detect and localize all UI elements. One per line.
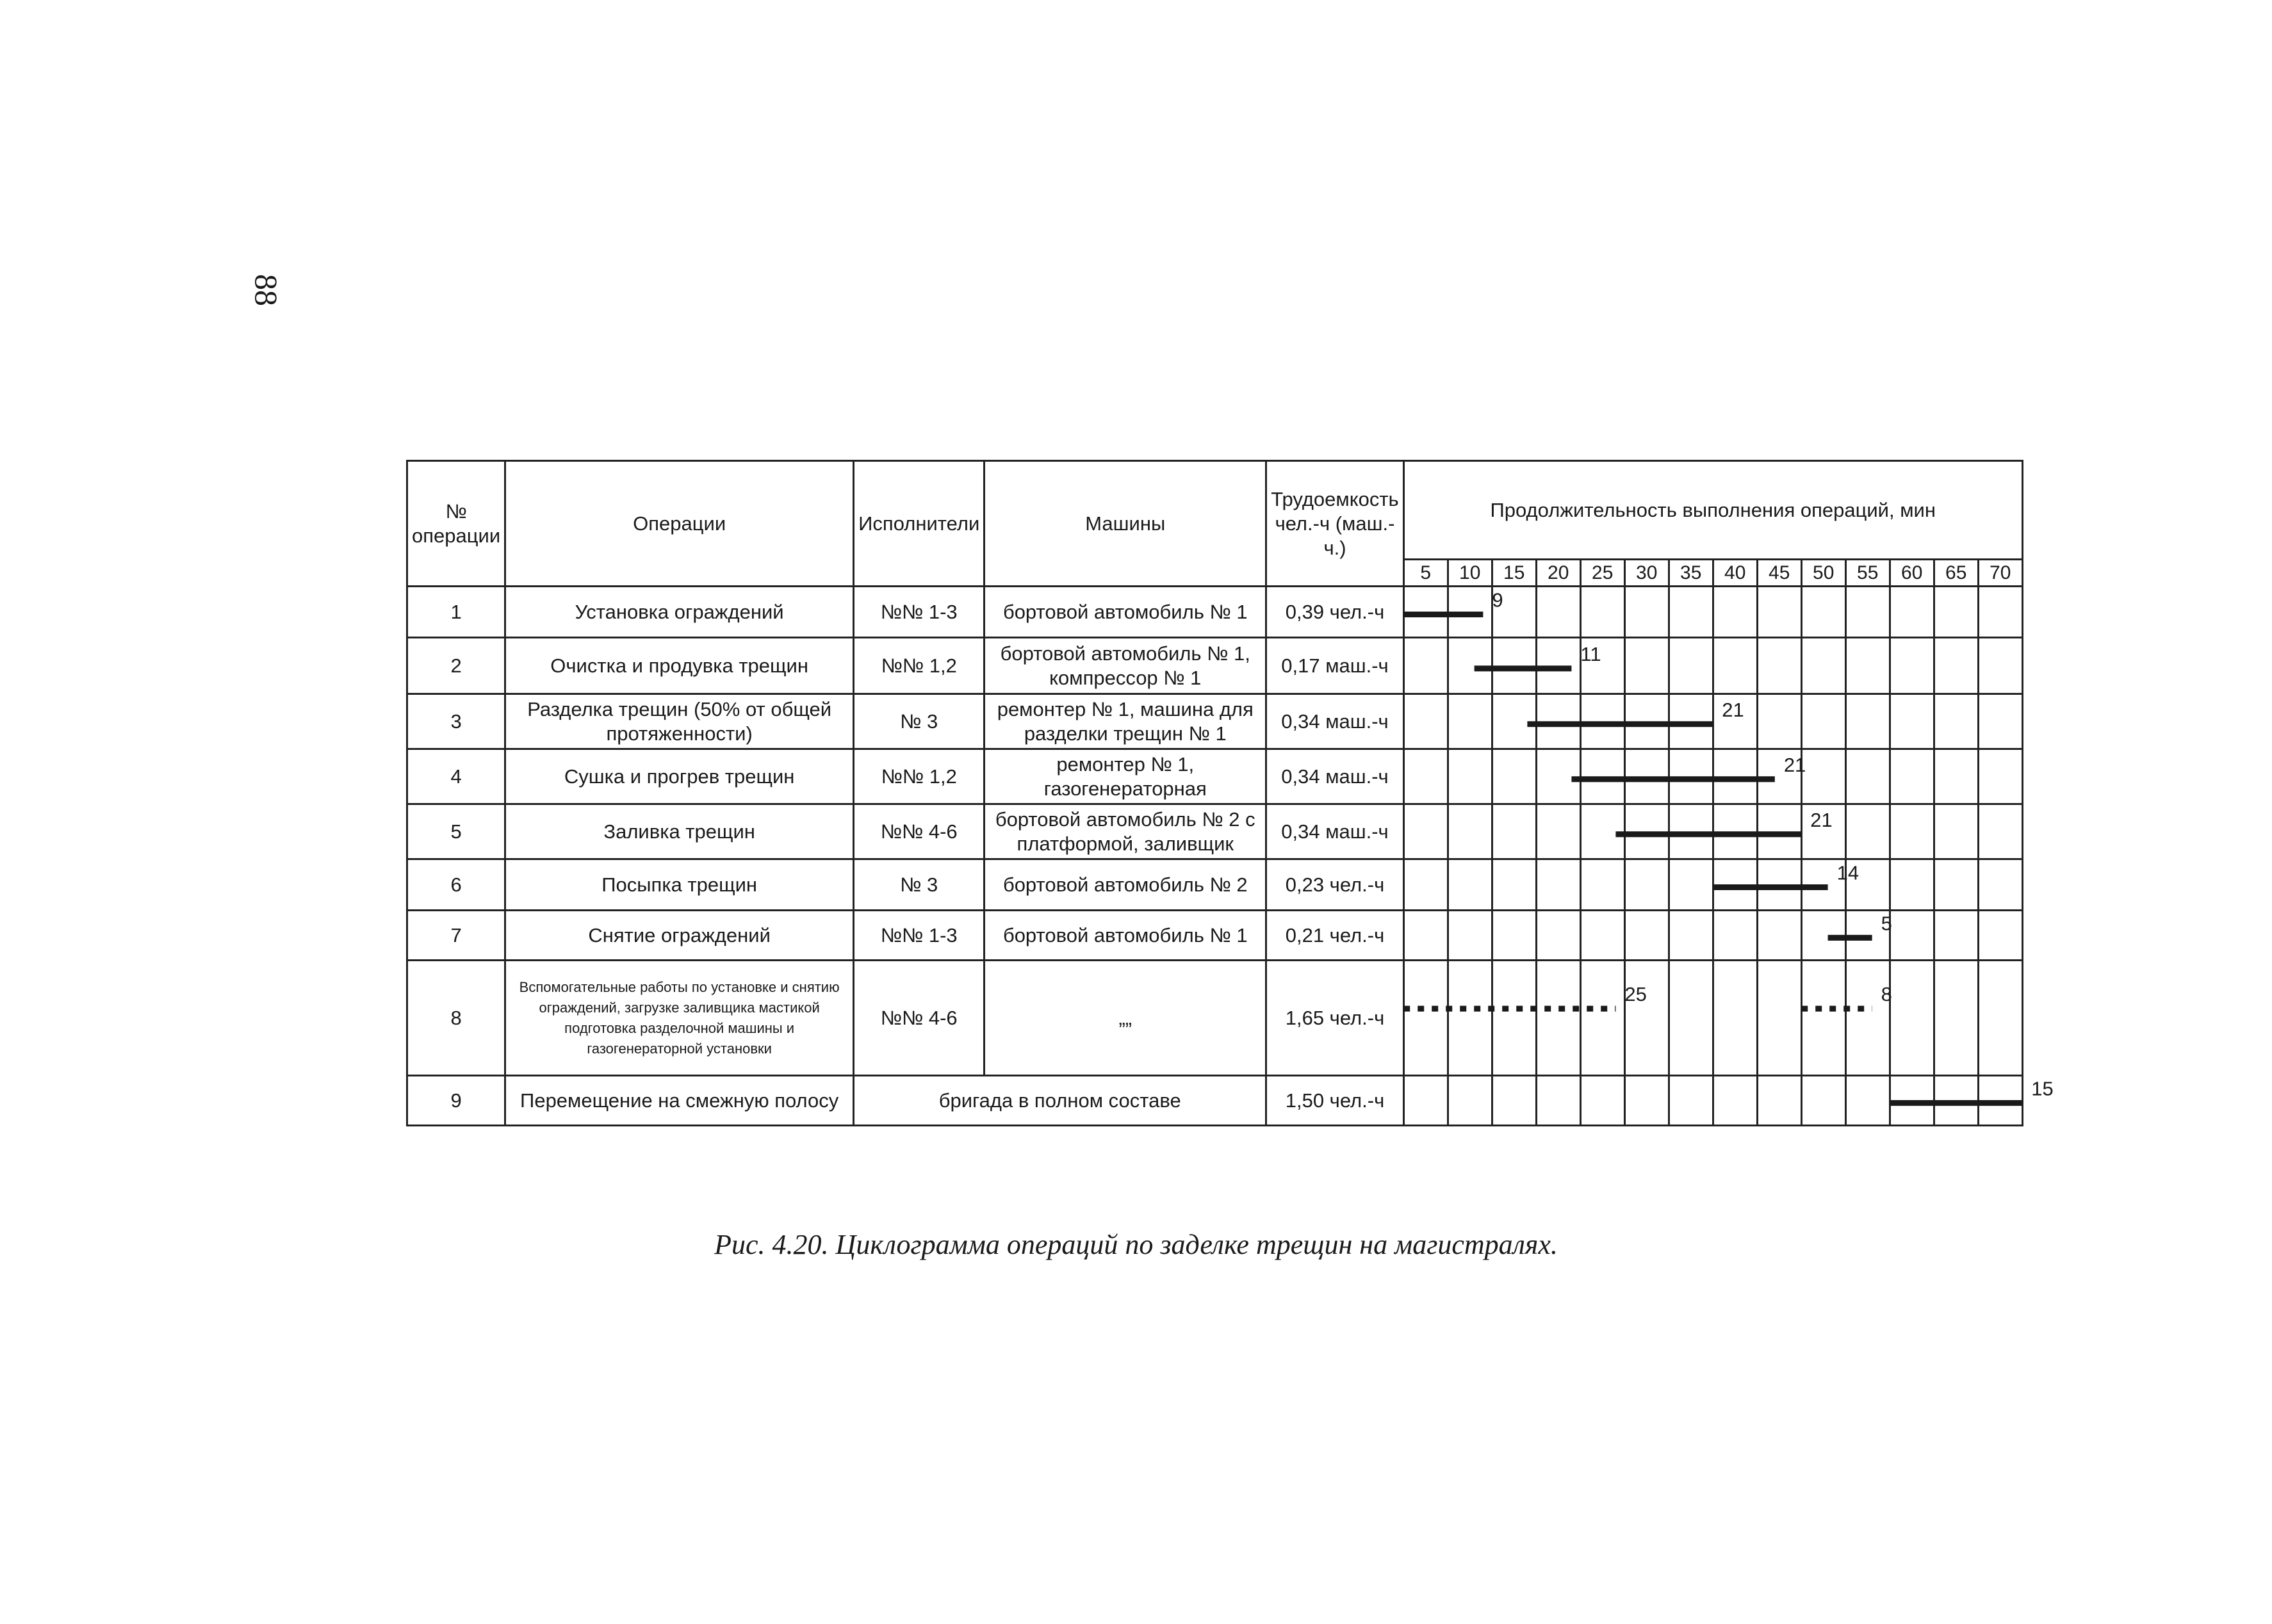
- grid-cell: [1492, 1076, 1536, 1126]
- row-num: 3: [407, 694, 505, 749]
- grid-cell: [1801, 859, 1845, 911]
- row-machines: бортовой автомобиль № 1: [985, 587, 1266, 638]
- grid-cell: [1757, 859, 1801, 911]
- grid-cell: [1536, 587, 1580, 638]
- header-row: [407, 461, 2023, 560]
- tick-label: 30: [1624, 560, 1669, 587]
- row-operation: Заливка трещин: [505, 804, 854, 859]
- grid-cell: [1845, 694, 1890, 749]
- gantt-bar-label: 21: [1810, 808, 1833, 831]
- page-number: 88: [249, 274, 284, 306]
- grid-cell: [1669, 859, 1713, 911]
- grid-cell: [1669, 638, 1713, 694]
- grid-cell: [1845, 1076, 1890, 1126]
- grid-cell: [1536, 859, 1580, 911]
- table-row: [407, 749, 2023, 804]
- grid-cell: [1669, 911, 1713, 961]
- row-labor: 0,23 чел.-ч: [1266, 859, 1403, 911]
- grid-cell: [1801, 638, 1845, 694]
- gantt-bar-label: 11: [1580, 642, 1601, 665]
- row-operation: Перемещение на смежную полосу: [505, 1076, 854, 1126]
- tick-label: 40: [1713, 560, 1757, 587]
- row-machines: бортовой автомобиль № 1: [985, 911, 1266, 961]
- gantt-bar-label: 15: [2031, 1077, 2054, 1100]
- header-labor: Трудоемкость чел.-ч (маш.-ч.): [1266, 461, 1403, 587]
- tick-label: 70: [1978, 560, 2022, 587]
- table-row: [407, 961, 2023, 1076]
- grid-cell: [1492, 749, 1536, 804]
- tick-label: 60: [1890, 560, 1934, 587]
- grid-cell: [1580, 694, 1624, 749]
- grid-cell: [1978, 804, 2022, 859]
- gantt-bar-label: 5: [1881, 912, 1892, 935]
- grid-cell: [1669, 587, 1713, 638]
- row-num: 2: [407, 638, 505, 694]
- grid-cell: [1801, 804, 1845, 859]
- grid-cell: [1934, 804, 1978, 859]
- grid-cell: [1624, 911, 1669, 961]
- tick-label: 15: [1492, 560, 1536, 587]
- row-labor: 0,34 маш.-ч: [1266, 749, 1403, 804]
- row-num: 7: [407, 911, 505, 961]
- grid-cell: [1580, 749, 1624, 804]
- row-labor: 1,65 чел.-ч: [1266, 961, 1403, 1076]
- grid-cell: [1757, 911, 1801, 961]
- grid-cell: [1536, 694, 1580, 749]
- row-executors: №№ 4-6: [854, 804, 985, 859]
- grid-cell: [1757, 961, 1801, 1076]
- table-row: [407, 1076, 2023, 1126]
- grid-cell: [1448, 638, 1492, 694]
- row-machines: „„: [985, 961, 1266, 1076]
- grid-cell: [1934, 749, 1978, 804]
- tick-label: 55: [1845, 560, 1890, 587]
- grid-cell: [1492, 859, 1536, 911]
- row-operation: Разделка трещин (50% от общей протяженности): [505, 694, 854, 749]
- grid-cell: [1978, 859, 2022, 911]
- grid-cell: [1757, 1076, 1801, 1126]
- grid-cell: [1403, 859, 1448, 911]
- gantt-bar-label: 14: [1836, 861, 1859, 884]
- grid-cell: [1624, 961, 1669, 1076]
- grid-cell: [1492, 961, 1536, 1076]
- grid-cell: [1624, 638, 1669, 694]
- grid-cell: [1536, 749, 1580, 804]
- grid-cell: [1978, 587, 2022, 638]
- grid-cell: [1845, 804, 1890, 859]
- grid-cell: [1403, 638, 1448, 694]
- row-labor: 1,50 чел.-ч: [1266, 1076, 1403, 1126]
- header-duration: Продолжительность выполнения операций, мин: [1403, 461, 2022, 560]
- tick-label: 50: [1801, 560, 1845, 587]
- grid-cell: [1845, 961, 1890, 1076]
- grid-cell: [1536, 911, 1580, 961]
- row-labor: 0,21 чел.-ч: [1266, 911, 1403, 961]
- table-row: [407, 694, 2023, 749]
- row-num: 5: [407, 804, 505, 859]
- grid-cell: [1624, 804, 1669, 859]
- grid-cell: [1580, 911, 1624, 961]
- grid-cell: [1669, 694, 1713, 749]
- grid-cell: [1801, 749, 1845, 804]
- grid-cell: [1978, 1076, 2022, 1126]
- grid-cell: [1845, 587, 1890, 638]
- grid-cell: [1448, 961, 1492, 1076]
- table-row: [407, 911, 2023, 961]
- grid-cell: [1536, 638, 1580, 694]
- grid-cell: [1403, 587, 1448, 638]
- row-executors: №№ 4-6: [854, 961, 985, 1076]
- figure-caption: Рис. 4.20. Циклограмма операций по заделке трещин на магистралях.: [714, 1229, 1558, 1260]
- grid-cell: [1890, 638, 1934, 694]
- row-executors: №№ 1-3: [854, 587, 985, 638]
- table-row: [407, 587, 2023, 638]
- grid-cell: [1757, 638, 1801, 694]
- row-executors: № 3: [854, 859, 985, 911]
- grid-cell: [1978, 961, 2022, 1076]
- grid-cell: [1713, 961, 1757, 1076]
- grid-cell: [1580, 961, 1624, 1076]
- row-labor: 0,39 чел.-ч: [1266, 587, 1403, 638]
- grid-cell: [1448, 587, 1492, 638]
- grid-cell: [1978, 911, 2022, 961]
- grid-cell: [1624, 1076, 1669, 1126]
- grid-cell: [1580, 587, 1624, 638]
- grid-cell: [1934, 694, 1978, 749]
- gantt-bar-label: 21: [1722, 698, 1744, 721]
- row-labor: 0,34 маш.-ч: [1266, 694, 1403, 749]
- grid-cell: [1492, 804, 1536, 859]
- grid-cell: [1713, 587, 1757, 638]
- tick-label: 5: [1403, 560, 1448, 587]
- grid-cell: [1669, 804, 1713, 859]
- header-operation: Операции: [505, 461, 854, 587]
- row-operation: Сушка и прогрев трещин: [505, 749, 854, 804]
- grid-cell: [1757, 749, 1801, 804]
- header-executors: Исполнители: [854, 461, 985, 587]
- grid-cell: [1890, 694, 1934, 749]
- table-row: [407, 859, 2023, 911]
- grid-cell: [1536, 961, 1580, 1076]
- grid-cell: [1801, 587, 1845, 638]
- tick-label: 45: [1757, 560, 1801, 587]
- grid-cell: [1403, 1076, 1448, 1126]
- tick-label: 65: [1934, 560, 1978, 587]
- grid-cell: [1580, 859, 1624, 911]
- gantt-bar-label: 9: [1492, 589, 1503, 612]
- grid-cell: [1713, 694, 1757, 749]
- row-executors: № 3: [854, 694, 985, 749]
- grid-cell: [1757, 587, 1801, 638]
- grid-cell: [1934, 859, 1978, 911]
- grid-cell: [1624, 859, 1669, 911]
- grid-cell: [1403, 804, 1448, 859]
- grid-cell: [1580, 638, 1624, 694]
- gantt-bar-label: 25: [1624, 983, 1647, 1006]
- row-machines: бортовой автомобиль № 2 с платформой, заливщик: [985, 804, 1266, 859]
- grid-cell: [1669, 1076, 1713, 1126]
- row-num: 4: [407, 749, 505, 804]
- grid-cell: [1403, 694, 1448, 749]
- row-executors: №№ 1-3: [854, 911, 985, 961]
- grid-cell: [1713, 804, 1757, 859]
- grid-cell: [1492, 587, 1536, 638]
- grid-cell: [1713, 1076, 1757, 1126]
- grid-cell: [1890, 859, 1934, 911]
- grid-cell: [1403, 911, 1448, 961]
- grid-cell: [1934, 1076, 1978, 1126]
- tick-label: 20: [1536, 560, 1580, 587]
- grid-cell: [1624, 587, 1669, 638]
- grid-cell: [1845, 749, 1890, 804]
- row-labor: 0,17 маш.-ч: [1266, 638, 1403, 694]
- grid-cell: [1448, 804, 1492, 859]
- grid-cell: [1845, 911, 1890, 961]
- tick-label: 25: [1580, 560, 1624, 587]
- grid-cell: [1448, 911, 1492, 961]
- header-num: № операции: [407, 461, 505, 587]
- row-operation: Вспомогательные работы по установке и снятию ограждений, загрузке заливщика мастикой подготовка разделочной машины и газогенераторной установки: [505, 961, 854, 1076]
- row-num: 1: [407, 587, 505, 638]
- cyclogram-table: [406, 460, 2023, 1126]
- grid-cell: [1669, 961, 1713, 1076]
- row-labor: 0,34 маш.-ч: [1266, 804, 1403, 859]
- grid-cell: [1403, 961, 1448, 1076]
- grid-cell: [1978, 749, 2022, 804]
- row-num: 6: [407, 859, 505, 911]
- grid-cell: [1978, 638, 2022, 694]
- row-machines: бортовой автомобиль № 2: [985, 859, 1266, 911]
- table-row: [407, 638, 2023, 694]
- grid-cell: [1536, 804, 1580, 859]
- grid-cell: [1801, 961, 1845, 1076]
- grid-cell: [1890, 1076, 1934, 1126]
- tick-label: 35: [1669, 560, 1713, 587]
- grid-cell: [1801, 694, 1845, 749]
- grid-cell: [1934, 587, 1978, 638]
- row-executors: №№ 1,2: [854, 638, 985, 694]
- grid-cell: [1890, 749, 1934, 804]
- row-machines: бортовой автомобиль № 1, компрессор № 1: [985, 638, 1266, 694]
- grid-cell: [1492, 911, 1536, 961]
- grid-cell: [1845, 859, 1890, 911]
- row-operation: Очистка и продувка трещин: [505, 638, 854, 694]
- grid-cell: [1934, 638, 1978, 694]
- tick-label: 10: [1448, 560, 1492, 587]
- grid-cell: [1713, 749, 1757, 804]
- grid-cell: [1757, 694, 1801, 749]
- row-num: 8: [407, 961, 505, 1076]
- row-operation: Снятие ограждений: [505, 911, 854, 961]
- grid-cell: [1624, 694, 1669, 749]
- row-operation: Посыпка трещин: [505, 859, 854, 911]
- row-operation: Установка ограждений: [505, 587, 854, 638]
- grid-cell: [1801, 1076, 1845, 1126]
- grid-cell: [1713, 859, 1757, 911]
- gantt-bar-label: 8: [1881, 983, 1892, 1006]
- grid-cell: [1713, 638, 1757, 694]
- grid-cell: [1448, 694, 1492, 749]
- grid-cell: [1492, 638, 1536, 694]
- grid-cell: [1713, 911, 1757, 961]
- grid-cell: [1890, 961, 1934, 1076]
- grid-cell: [1580, 804, 1624, 859]
- row-machines: ремонтер № 1, машина для разделки трещин № 1: [985, 694, 1266, 749]
- grid-cell: [1403, 749, 1448, 804]
- grid-cell: [1978, 694, 2022, 749]
- grid-cell: [1845, 638, 1890, 694]
- row-num: 9: [407, 1076, 505, 1126]
- grid-cell: [1536, 1076, 1580, 1126]
- row-executors: №№ 1,2: [854, 749, 985, 804]
- grid-cell: [1890, 587, 1934, 638]
- grid-cell: [1801, 911, 1845, 961]
- table-row: [407, 804, 2023, 859]
- header-machines: Машины: [985, 461, 1266, 587]
- grid-cell: [1934, 911, 1978, 961]
- grid-cell: [1448, 1076, 1492, 1126]
- grid-cell: [1448, 859, 1492, 911]
- grid-cell: [1890, 804, 1934, 859]
- grid-cell: [1890, 911, 1934, 961]
- gantt-bar-label: 21: [1783, 753, 1806, 776]
- grid-cell: [1448, 749, 1492, 804]
- grid-cell: [1669, 749, 1713, 804]
- grid-cell: [1624, 749, 1669, 804]
- row-machines: ремонтер № 1, газогенераторная: [985, 749, 1266, 804]
- row-executors-machines: бригада в полном составе: [854, 1076, 1266, 1126]
- grid-cell: [1934, 961, 1978, 1076]
- grid-cell: [1580, 1076, 1624, 1126]
- grid-cell: [1492, 694, 1536, 749]
- grid-cell: [1757, 804, 1801, 859]
